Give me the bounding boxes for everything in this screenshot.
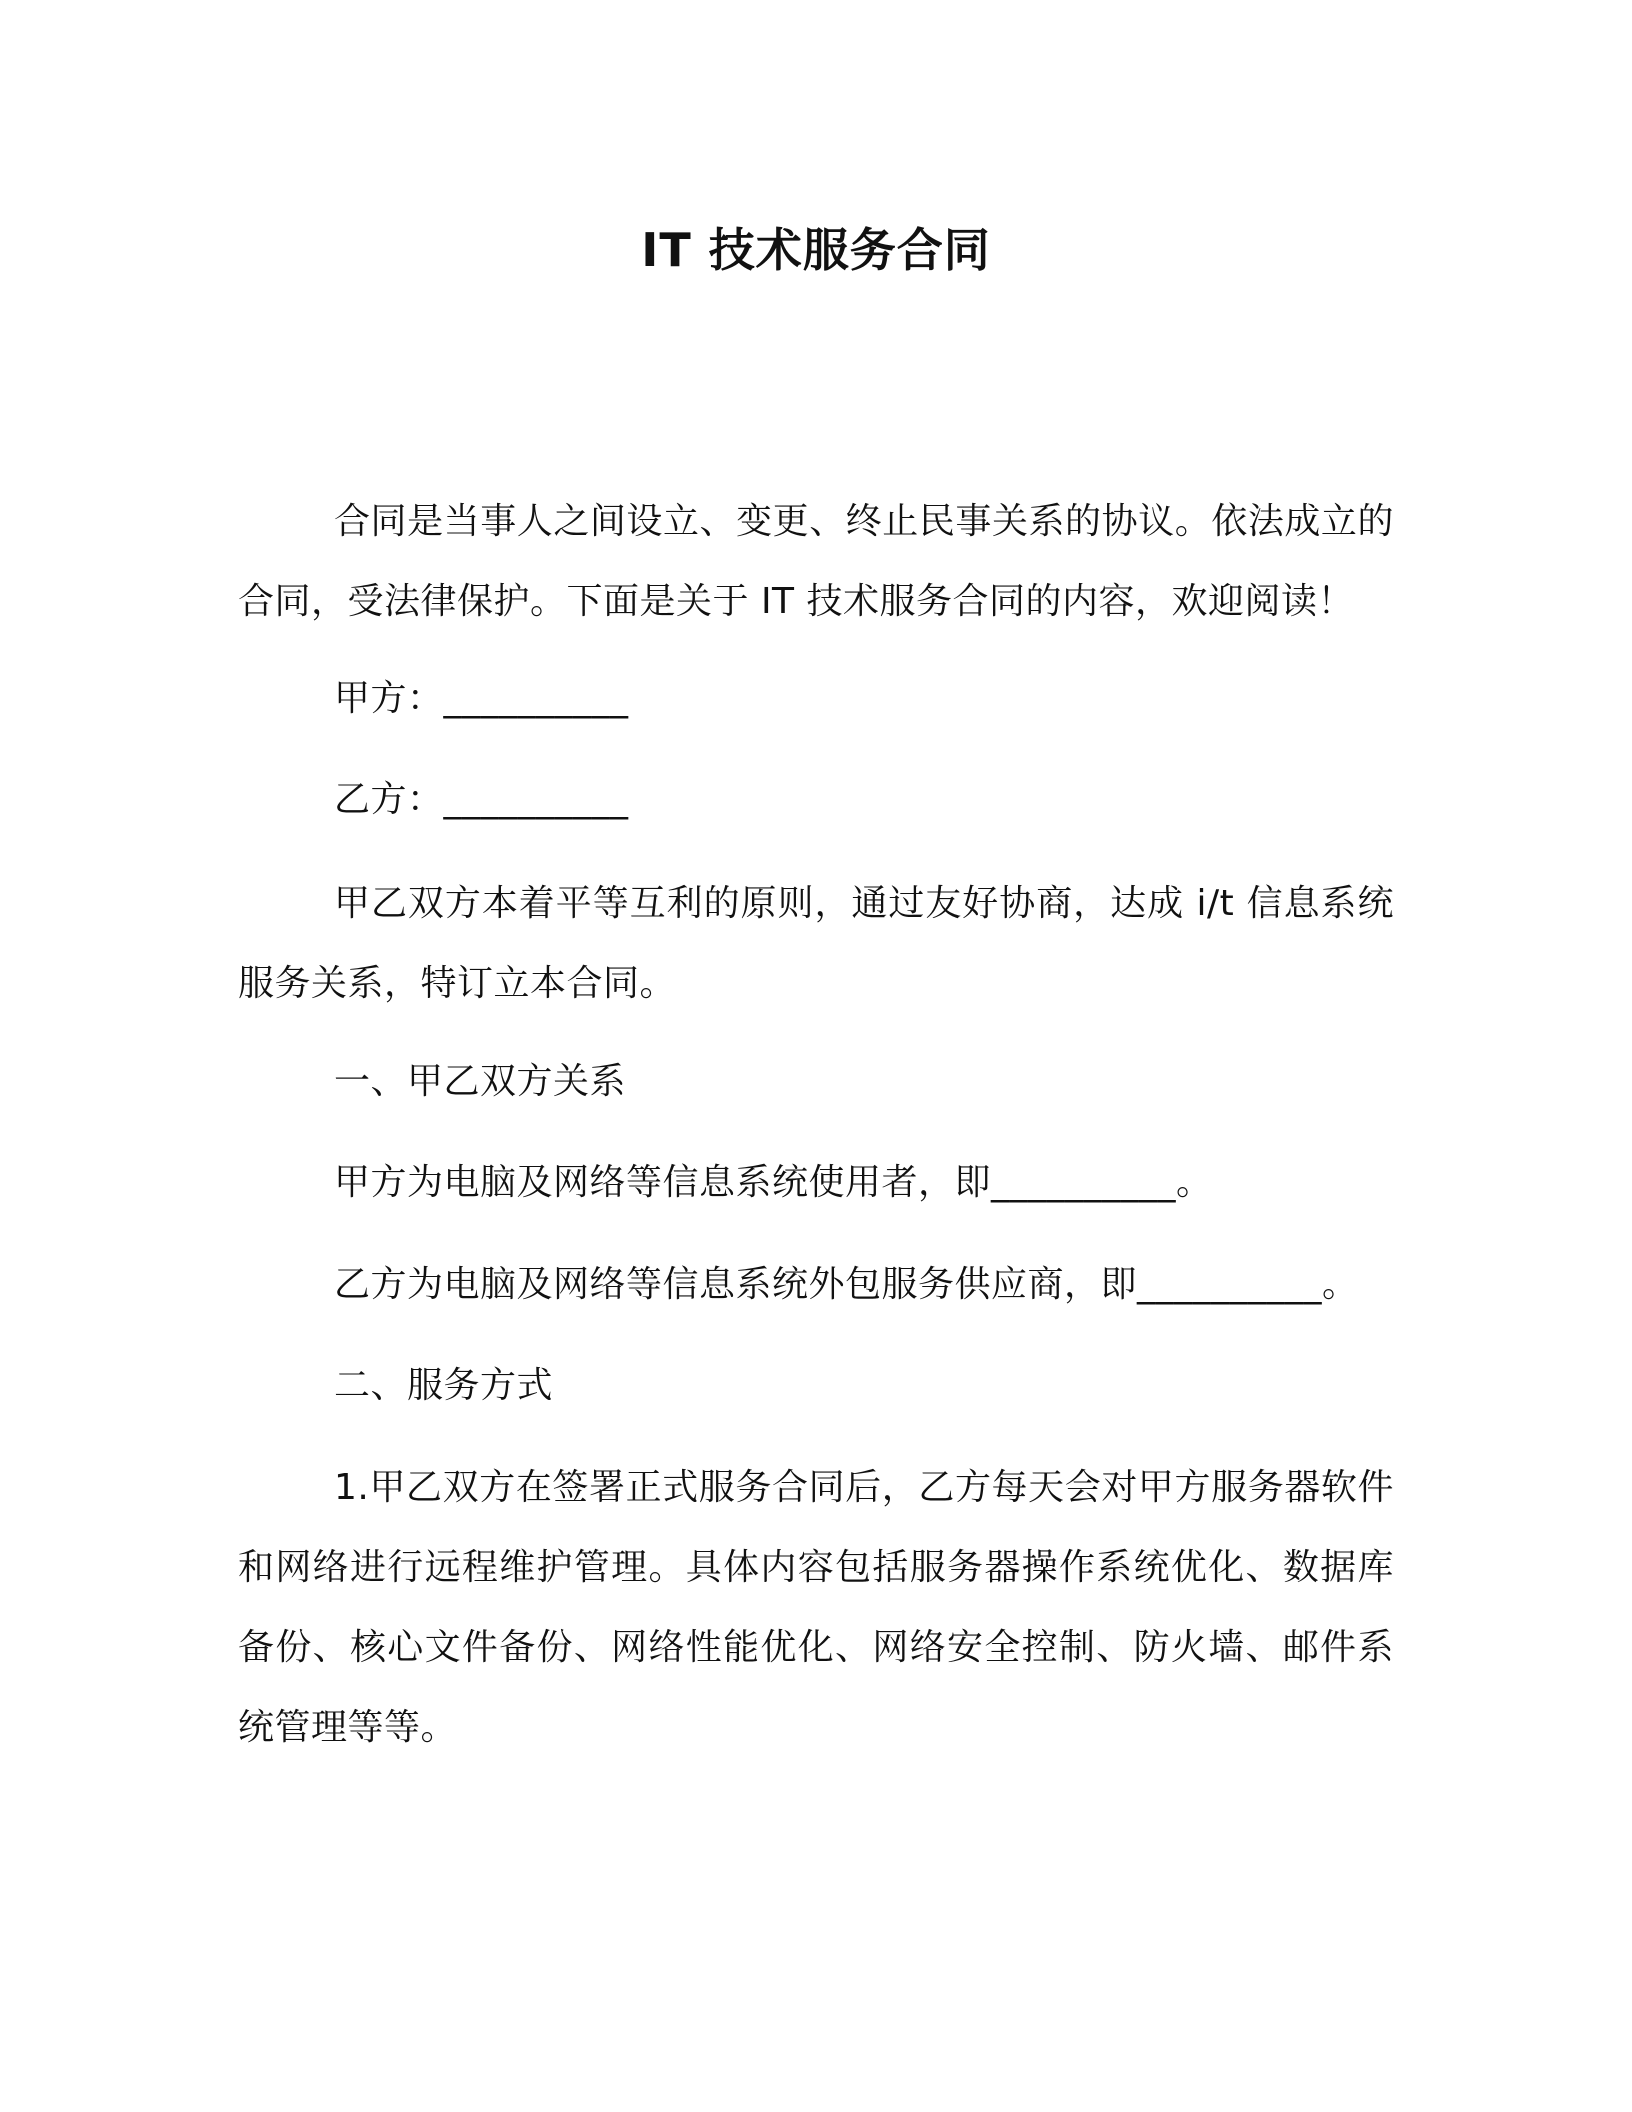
party-b-line: 乙方：__________ bbox=[334, 779, 629, 820]
service-clause-1: 1.甲乙双方在签署正式服务合同后，乙方每天会对甲方服务器软件和网络进行远程维护管理。具体内容包括服务器操作系统优化、数据库备份、核心文件备份、网络性能优化、网络安全控制、防火墙、邮件系统管理等等。 bbox=[238, 1467, 1394, 1748]
party-b-role-paragraph: 乙方为电脑及网络等信息系统外包服务供应商，即__________。 bbox=[334, 1264, 1359, 1305]
party-a-role-paragraph: 甲方为电脑及网络等信息系统使用者，即__________。 bbox=[334, 1162, 1213, 1203]
intro-paragraph: 合同是当事人之间设立、变更、终止民事关系的协议。依法成立的合同，受法律保护。下面是关于 IT 技术服务合同的内容，欢迎阅读！ bbox=[238, 501, 1394, 622]
section-heading-service: 二、服务方式 bbox=[334, 1365, 554, 1406]
document-title: IT 技术服务合同 bbox=[641, 223, 991, 277]
party-a-line: 甲方：__________ bbox=[334, 678, 629, 719]
section-heading-relationship: 一、甲乙双方关系 bbox=[334, 1061, 627, 1102]
agreement-paragraph: 甲乙双方本着平等互利的原则，通过友好协商，达成 i/t 信息系统服务关系，特订立本合同。 bbox=[238, 883, 1394, 1004]
